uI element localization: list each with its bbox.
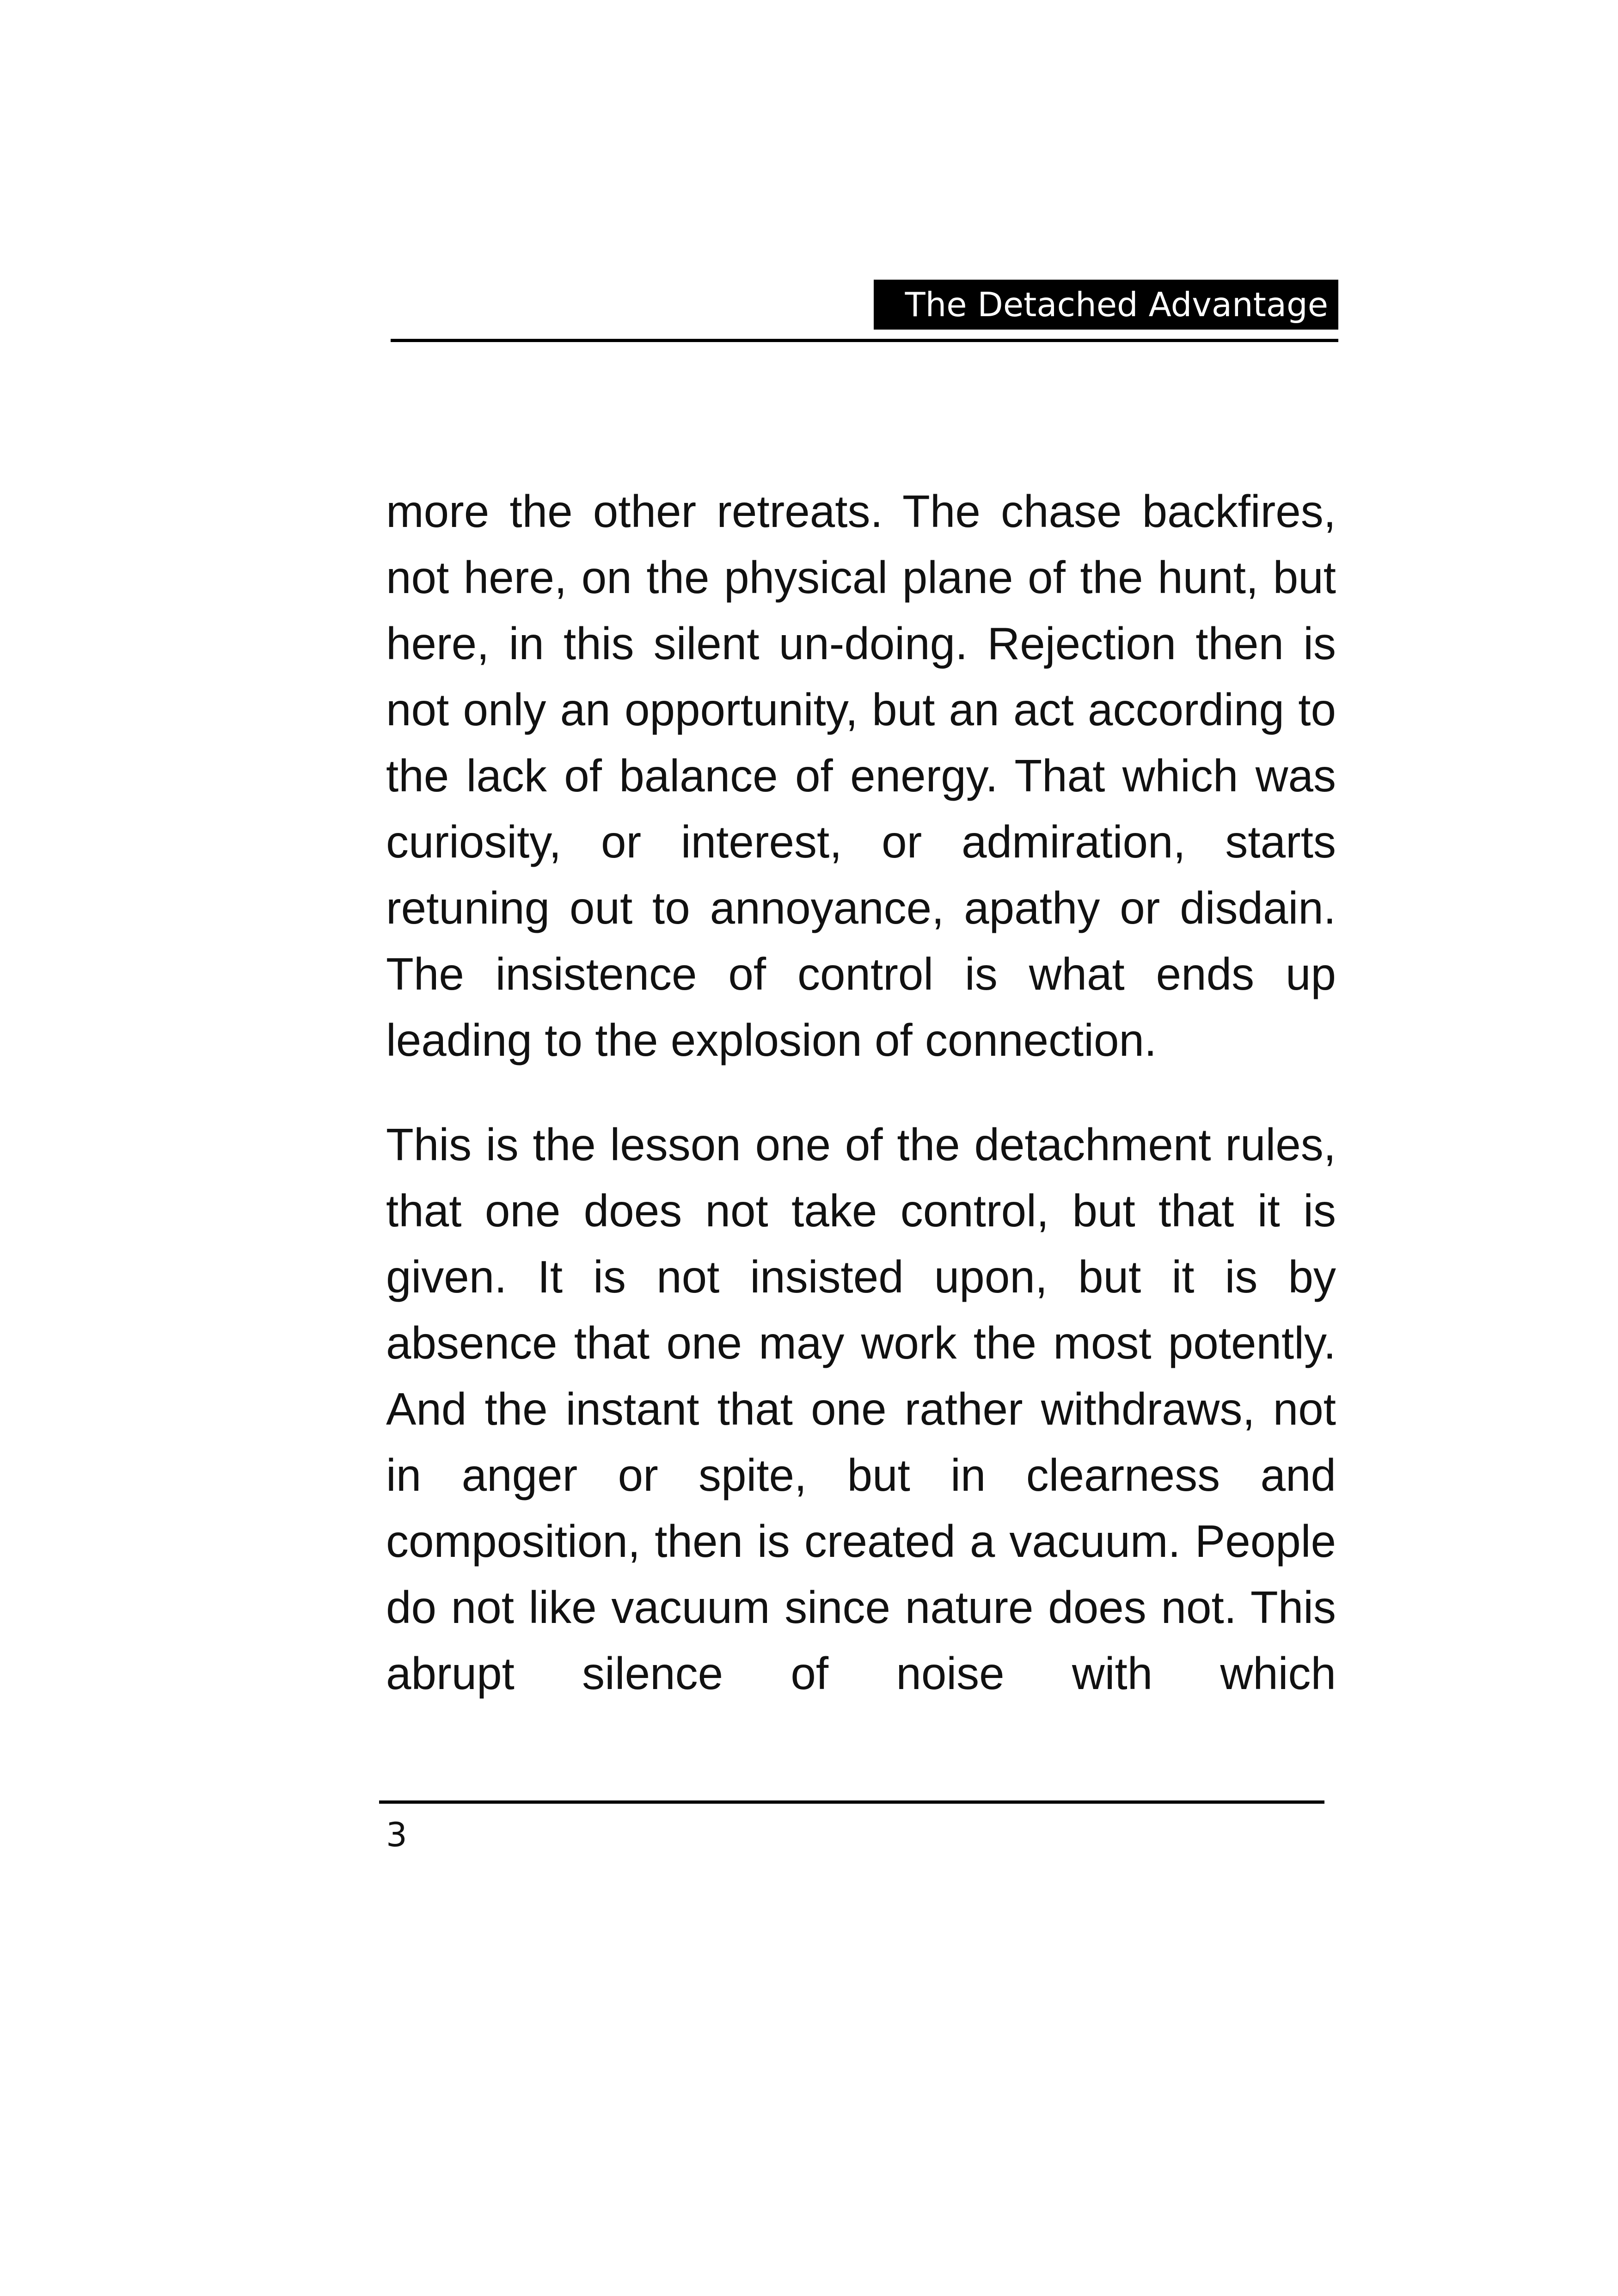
footer-divider: [379, 1800, 1324, 1804]
body-paragraph: This is the lesson one of the detachment rules, that one does not take control, but that it is given. It is not insisted upon, but it is by absence that one may work the most potently. And the instant that one rather withdraws, not in anger or spite, but in clearness and composition, then is created a vacuum. People do not like vacuum since nature does not. This abrupt silence of noise with which: [386, 1119, 1336, 1699]
body-paragraph: more the other retreats. The chase backfires, not here, on the physical plane of the hunt, but here, in this silent un-doing. Rejection then is not only an opportunity, but an act according to the lack of balance of energy. That which was curiosity, or interest, or admiration, starts retuning out to annoyance, apathy or disdain. The insistence of control is what ends up leading to the explosion of connection.: [386, 486, 1336, 1065]
header-divider: [391, 339, 1338, 342]
running-header-title: The Detached Advantage: [874, 280, 1338, 330]
page-number: 3: [386, 1815, 407, 1854]
page-body: [386, 478, 1336, 1707]
